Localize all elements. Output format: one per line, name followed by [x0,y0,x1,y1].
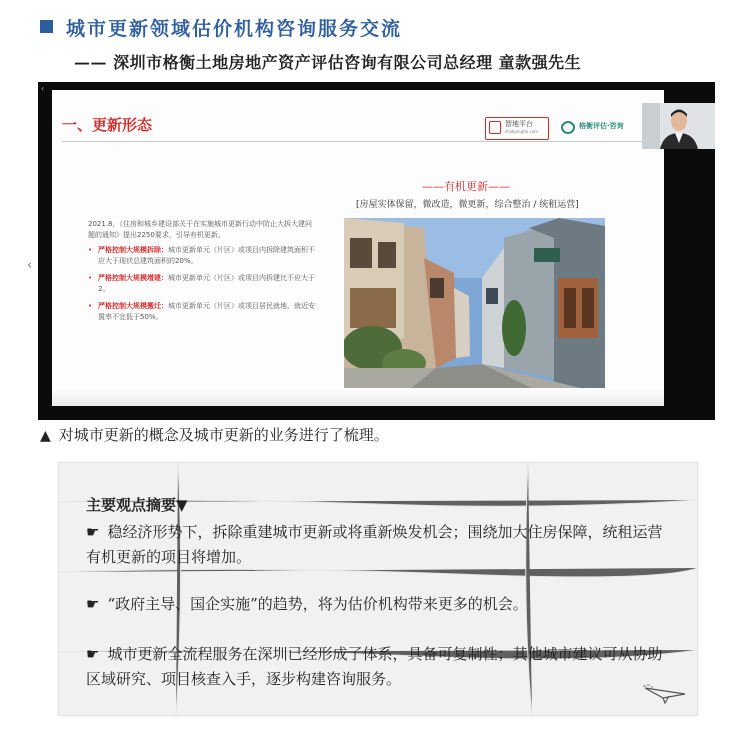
platform-logo-text: 智地平台 [505,120,533,128]
slide-divider [62,141,658,142]
summary-point-text: “政府主导、国企实施”的趋势，将为估价机构带来更多的机会。 [107,595,528,613]
summary-point [86,592,676,617]
slide-title: 一、更新形态 [62,116,153,134]
slide-prev-icon[interactable]: ‹ [27,258,33,273]
image-caption [40,424,389,445]
bullet-label: 严格控制大规模增建： [98,274,168,282]
summary-heading: 主要观点摘要▼ [86,496,188,514]
organic-renewal-desc: [房屋实体保留，微改造，微更新，综合整治 / 统租运营] [356,200,579,210]
slide-bullet [88,273,318,295]
article-section-title: 城市更新领域估价机构咨询服务交流 [66,18,403,40]
firm-logo-text: 格衡评估·咨询 [579,122,624,130]
paper-plane-icon [643,684,687,704]
pointing-hand-icon: ☛ [86,595,100,613]
bullet-text: 城市更新单元（片区）或项目居民就地、就近安置率不宜低于50%。 [98,302,315,321]
slide-bottom [52,388,664,406]
pointing-hand-icon: ☛ [86,523,100,541]
bullet-label: 严格控制大规模拆除： [98,246,168,254]
slide-body [88,219,318,329]
summary-point-text: 稳经济形势下，拆除重建城市更新或将重新焕发机会；围绕加大住房保障，统租运营有机更新的项目将增加。 [86,523,663,566]
square-bullet-icon [40,20,53,33]
summary-card [58,462,698,716]
triangle-up-icon: ▲ [40,428,51,444]
presentation-slide [52,90,664,406]
platform-logo [485,117,549,140]
bullet-label: 严格控制大规模搬迁： [98,302,168,310]
organic-renewal-title: ——有机更新—— [422,180,510,193]
slide-intro: 2021.8，《住房和城乡建设部关于在实施城市更新行动中防止大拆大建问题的通知》提出2250要求，引导有机更新。 [88,220,312,239]
firm-logo [558,117,634,138]
summary-point-text: 城市更新全流程服务在深圳已经形成了体系，具备可复制性；其他城市建议可从协助区域研究、项目核查入手，逐步构建咨询服务。 [86,645,663,688]
video-frame [27,82,715,420]
slide-bullet [88,301,318,323]
pointing-hand-icon: ☛ [86,645,100,663]
summary-point [86,520,676,570]
platform-logo-url: zhidipingtai.com [505,129,539,134]
summary-point [86,642,676,692]
speaker-line: —— 深圳市格衡土地房地产资产评估咨询有限公司总经理 童款强先生 [74,53,582,72]
back-arrow-icon[interactable]: ‹ [41,84,45,93]
bullet-text: 城市更新单元（片区）或项目内拆除建筑面积不应大于现状总建筑面积的20%。 [98,246,315,265]
webcam-thumbnail [642,103,715,149]
slide-bullet [88,245,318,267]
street-photo [344,218,605,394]
firm-logo-icon [561,121,575,134]
caption-text: 对城市更新的概念及城市更新的业务进行了梳理。 [58,426,389,444]
bullet-text: 城市更新单元（片区）或项目内拆建比不应大于2。 [98,274,315,293]
platform-logo-icon [489,121,501,134]
